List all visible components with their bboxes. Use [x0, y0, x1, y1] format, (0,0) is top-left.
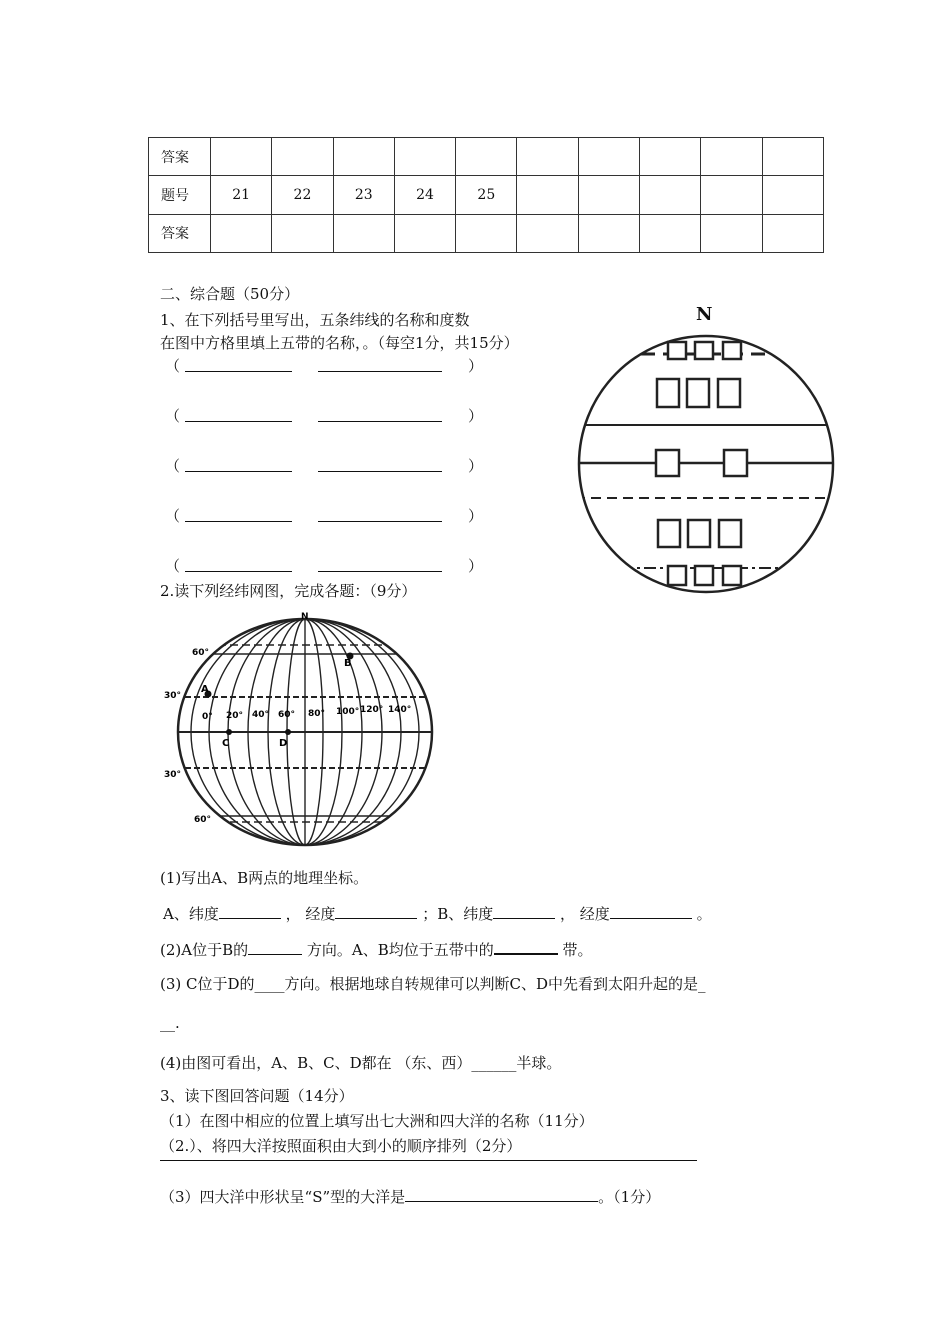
latitude-name-blank[interactable] [185, 371, 292, 372]
lon-a-blank[interactable] [335, 903, 417, 919]
graticule-n: N [301, 612, 309, 622]
direction-blank[interactable] [248, 939, 302, 955]
table-cell[interactable] [456, 214, 517, 252]
five-zones-diagram [575, 330, 837, 596]
latitude-answer-row [165, 355, 485, 375]
table-cell[interactable] [272, 138, 333, 176]
q2-p3: (3) C位于D的____方向。根据地球自转规律可以判断C、D中先看到太阳升起的是_ [160, 975, 706, 993]
lat-b-label: ；B、纬度 [422, 905, 494, 923]
table-cell [517, 176, 578, 214]
latitude-name-blank[interactable] [185, 471, 292, 472]
open-paren: （ [165, 407, 181, 425]
table-cell[interactable] [333, 138, 394, 176]
table-cell[interactable] [578, 214, 639, 252]
close-paren: ） [468, 507, 484, 525]
table-cell[interactable] [333, 214, 394, 252]
open-paren: （ [165, 557, 181, 575]
section-title: 二、综合题（50分） [160, 285, 300, 303]
point-b-label: B [344, 658, 352, 669]
end-mark: 。 [696, 905, 712, 923]
table-cell[interactable] [578, 138, 639, 176]
latitude-name-blank[interactable] [185, 421, 292, 422]
table-cell [640, 176, 701, 214]
latitude-degree-blank[interactable] [318, 571, 442, 572]
table-cell[interactable] [701, 138, 762, 176]
lat-label: 30° [164, 770, 182, 780]
lon-label: 60° [278, 710, 296, 720]
lon-label: 0° [202, 712, 213, 722]
q2-p2-part-b: 方向。A、B均位于五带中的 [306, 941, 494, 959]
q2-p1-answer [163, 903, 712, 924]
table-cell [578, 176, 639, 214]
table-cell[interactable] [762, 138, 823, 176]
point-d-label: D [279, 738, 288, 749]
lon-b-blank[interactable] [610, 903, 692, 919]
table-cell[interactable] [394, 214, 455, 252]
lat-label: 60° [194, 815, 212, 825]
latitude-answer-row [165, 455, 485, 475]
q3-p3-part-a: （3）四大洋中形状呈“S”型的大洋是 [160, 1188, 406, 1206]
latitude-degree-blank[interactable] [318, 371, 442, 372]
q3-p2: （2.）、将四大洋按照面积由大到小的顺序排列（2分） [160, 1137, 522, 1155]
row-header: 题号 [149, 176, 211, 214]
close-paren: ） [468, 407, 484, 425]
graticule-diagram [158, 608, 440, 850]
q3-p3-part-b: 。（1分） [598, 1188, 661, 1206]
lon-label: 20° [226, 711, 244, 721]
table-cell[interactable] [272, 214, 333, 252]
table-cell[interactable] [456, 138, 517, 176]
lat-a-blank[interactable] [219, 903, 281, 919]
table-cell[interactable] [211, 214, 272, 252]
lon-a-label: ， 经度 [285, 905, 336, 923]
close-paren: ） [468, 457, 484, 475]
lon-label: 80° [308, 709, 326, 719]
open-paren: （ [165, 357, 181, 375]
latitude-answer-row [165, 505, 485, 525]
table-cell: 25 [456, 176, 517, 214]
table-cell[interactable] [211, 138, 272, 176]
q3-p3 [160, 1186, 660, 1207]
lat-label: 60° [192, 648, 210, 658]
lat-a-label: A、纬度 [163, 905, 219, 923]
lat-b-blank[interactable] [493, 903, 555, 919]
table-cell[interactable] [394, 138, 455, 176]
table-cell: 23 [333, 176, 394, 214]
latitude-answer-row [165, 555, 485, 575]
lon-label: 100° [336, 707, 360, 717]
table-cell[interactable] [517, 138, 578, 176]
q1-line2: 在图中方格里填上五带的名称，。（每空1分，共15分） [160, 334, 519, 352]
lon-label: 120° [360, 705, 384, 715]
latitude-degree-blank[interactable] [318, 421, 442, 422]
answer-table [148, 137, 824, 253]
lon-label: 40° [252, 710, 270, 720]
close-paren: ） [468, 557, 484, 575]
latitude-degree-blank[interactable] [318, 521, 442, 522]
table-cell[interactable] [640, 214, 701, 252]
table-row [149, 214, 824, 252]
q2-p3-end: __. [160, 1014, 180, 1032]
latitude-answer-row [165, 405, 485, 425]
latitude-degree-blank[interactable] [318, 471, 442, 472]
q2-p2 [160, 938, 593, 960]
latitude-name-blank[interactable] [185, 571, 292, 572]
q2-p1: (1)写出A、B两点的地理坐标。 [160, 869, 369, 887]
table-cell: 24 [394, 176, 455, 214]
table-row [149, 138, 824, 176]
open-paren: （ [165, 507, 181, 525]
latitude-name-blank[interactable] [185, 521, 292, 522]
open-paren: （ [165, 457, 181, 475]
q2-p2-part-c: 带。 [562, 941, 593, 959]
north-label: N [696, 304, 713, 325]
point-a-label: A [201, 684, 209, 695]
lon-label: 140° [388, 705, 412, 715]
table-cell: 21 [211, 176, 272, 214]
table-cell: 22 [272, 176, 333, 214]
table-cell[interactable] [517, 214, 578, 252]
q3-p1: （1）在图中相应的位置上填写出七大洲和四大洋的名称（11分） [160, 1112, 594, 1130]
point-c-marker [226, 729, 232, 735]
row-header: 答案 [149, 138, 211, 176]
s-ocean-blank[interactable] [405, 1186, 598, 1202]
point-d-marker [285, 729, 291, 735]
q2-title: 2.读下列经纬网图，完成各题：（9分） [160, 582, 417, 600]
lon-b-label: ， 经度 [560, 905, 610, 923]
close-paren: ） [468, 357, 484, 375]
lat-label: 30° [164, 691, 182, 701]
q1-line1: 1、在下列括号里写出，五条纬线的名称和度数 [160, 311, 470, 329]
q3-p2-answer-line[interactable] [160, 1160, 697, 1161]
table-row [149, 176, 824, 214]
point-c-label: C [222, 738, 230, 749]
q2-p2-part-a: (2)A位于B的 [160, 941, 249, 959]
q2-p4: (4)由图可看出，A、B、C、D都在 （东、西）______半球。 [160, 1054, 562, 1072]
zone-blank[interactable] [494, 938, 558, 955]
table-cell [701, 176, 762, 214]
q3-title: 3、读下图回答问题（14分） [160, 1087, 354, 1105]
table-cell [762, 176, 823, 214]
table-cell[interactable] [640, 138, 701, 176]
table-cell[interactable] [701, 214, 762, 252]
table-cell[interactable] [762, 214, 823, 252]
row-header: 答案 [149, 214, 211, 252]
